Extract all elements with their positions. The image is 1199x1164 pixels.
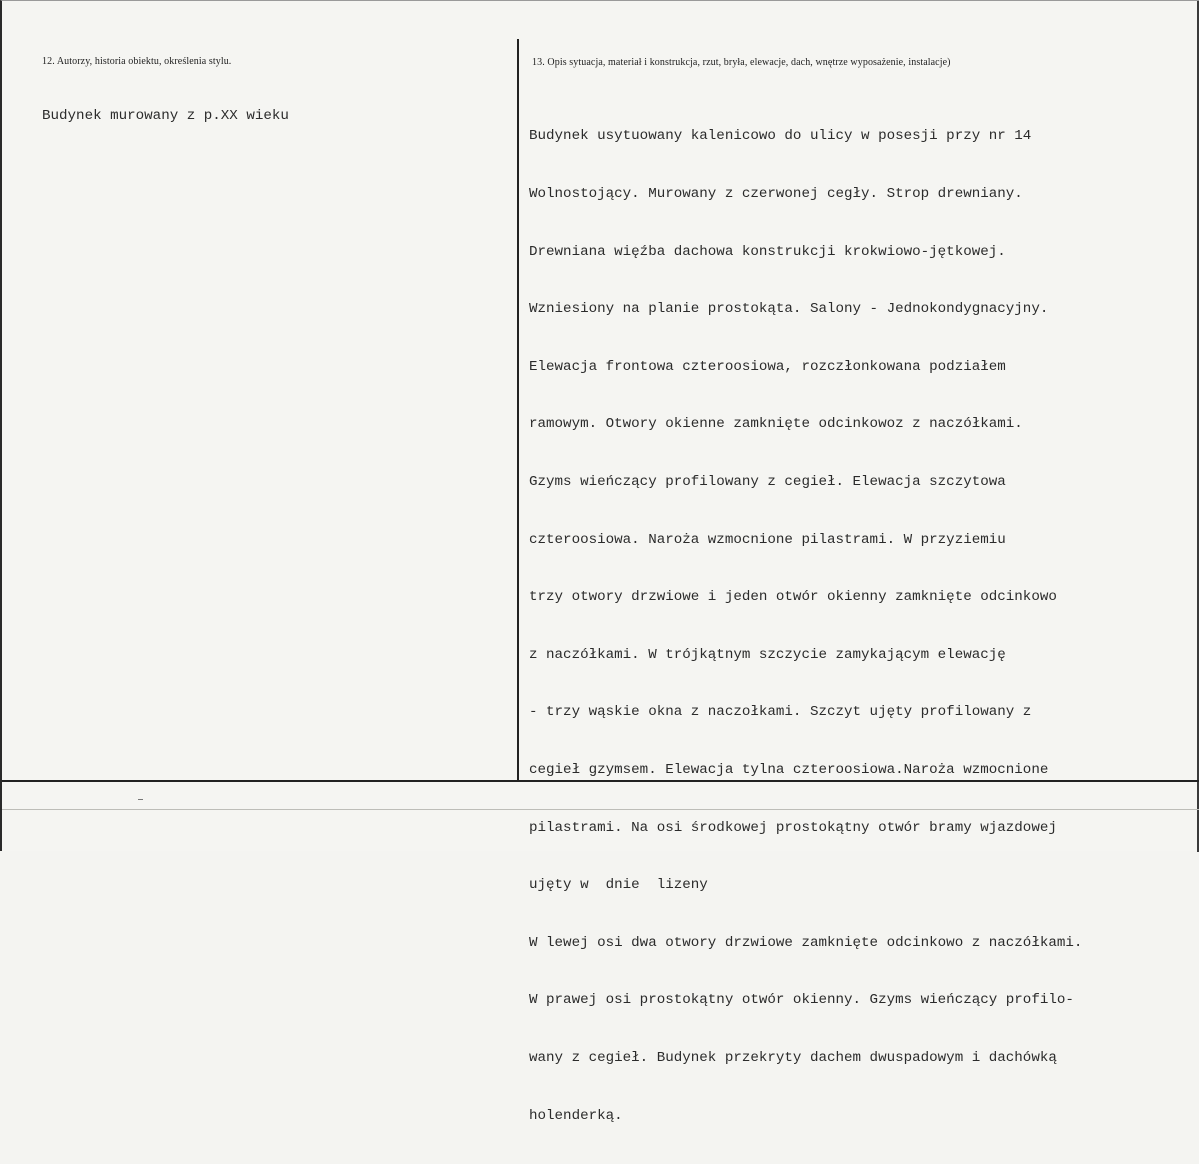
text-line: W prawej osi prostokątny otwór okienny. Gzyms wieńczący profilo- [529, 992, 1074, 1009]
text-line: trzy otwory drzwiowe i jeden otwór okienny zamknięte odcinkowo [529, 589, 1057, 606]
column-divider [517, 39, 519, 781]
text-line: ujęty w dnie lizeny [529, 877, 708, 894]
text-line: Wolnostojący. Murowany z czerwonej cegły. Strop drewniany. [529, 186, 1023, 202]
text-line: ramowym. Otwory okienne zamknięte odcinkowoz z naczółkami. [529, 416, 1023, 433]
text-line: Gzyms wieńczący profilowany z cegieł. Elewacja szczytowa [529, 473, 1006, 490]
section-12-text: Budynek murowany z p.XX wieku [42, 108, 289, 124]
text-line: - trzy wąskie okna z naczołkami. Szczyt ujęty profilowany z [529, 704, 1032, 721]
text-line: cegieł gzymsem. Elewacja tylna czteroosiowa.Naroża wzmocnione [529, 761, 1049, 778]
section-12-label: 12. Autorzy, historia obiektu, określenia stylu. [42, 56, 232, 67]
text-line: W lewej osi dwa otwory drzwiowe zamknięte odcinkowo z naczółkami. [529, 934, 1083, 951]
section-13-label: 13. Opis sytuacja, materiał i konstrukcja, rzut, bryła, elewacje, dach, wnętrze wyposażenie, instalacje) [532, 57, 951, 68]
text-line: Elewacja frontowa czteroosiowa, rozczłonkowana podziałem [529, 358, 1006, 375]
dash-mark [138, 799, 143, 800]
text-line: wany z cegieł. Budynek przekryty dachem dwuspadowym i dachówką [529, 1049, 1057, 1066]
text-line: Drewniana więźba dachowa konstrukcji krokwiowo-jętkowej. [529, 243, 1006, 260]
text-line: holenderką. [529, 1107, 623, 1124]
text-line: Wzniesiony na planie prostokąta. Salony - Jednokondygnacyjny. [529, 301, 1049, 318]
section-13-text [529, 89, 1082, 1164]
text-line: pilastrami. Na osi środkowej prostokątny otwór bramy wjazdowej [529, 819, 1057, 836]
text-line: czteroosiowa. Naroża wzmocnione pilastrami. W przyziemiu [529, 531, 1006, 548]
text-line: Budynek usytuowany kalenicowo do ulicy w posesji przy nr 14 [529, 128, 1032, 145]
bottom-faint-rule [2, 809, 1199, 810]
bottom-rule [2, 780, 1199, 782]
text-line: z naczółkami. W trójkątnym szczycie zamykającym elewację [529, 646, 1006, 663]
